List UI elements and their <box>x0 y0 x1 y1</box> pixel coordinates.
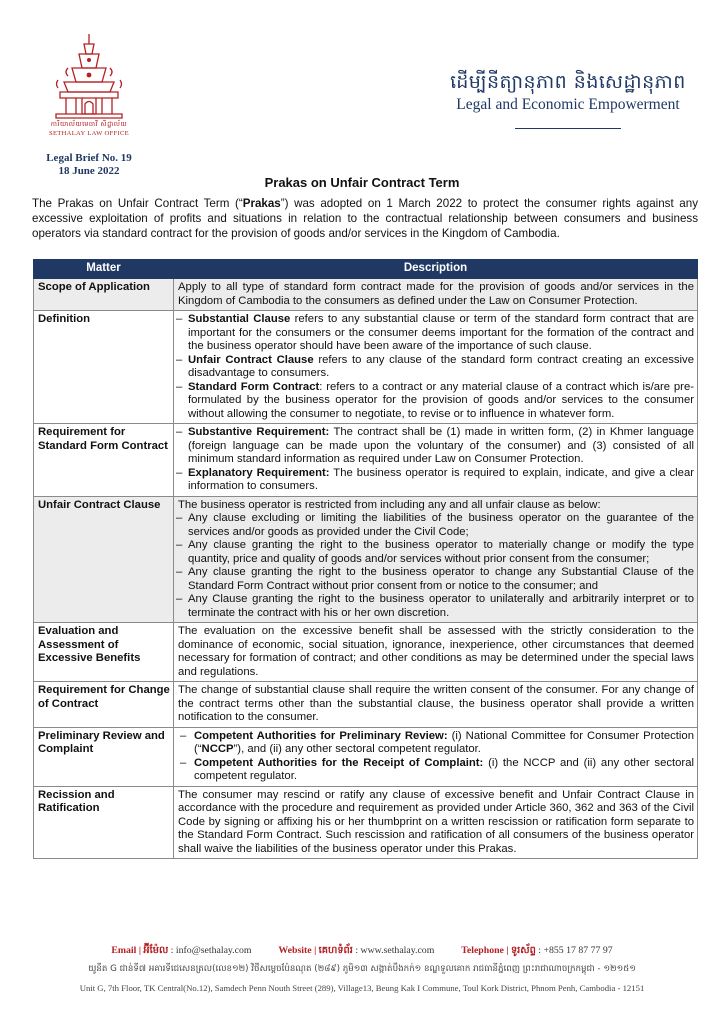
website-value[interactable]: : www.sethalay.com <box>355 945 435 956</box>
description-cell <box>174 623 698 682</box>
description-list-item <box>178 566 694 593</box>
description-lead: The business operator is restricted from including any and all unfair clause as below: <box>178 498 601 511</box>
description-text: The change of substantial clause shall require the written consent of the consumer. For any change of the contract terms other than the substantial clause, the business operator shall provide a written notification to the consumer. <box>178 684 694 723</box>
description-list-item <box>178 426 694 467</box>
header-description: Description <box>174 260 698 279</box>
tagline-english: Legal and Economic Empowerment <box>456 96 680 113</box>
dash-bullet-icon: – <box>176 566 183 578</box>
item-text: Any clause granting the right to the business operator to materially change or modify the type quantity, price and quality of goods and/or services without prior consent from the consumer; <box>188 539 694 565</box>
law-office-logo <box>30 32 148 137</box>
item-term: Competent Authorities for Preliminary Review: <box>194 729 448 742</box>
item-term: Unfair Contract Clause <box>188 353 314 366</box>
dash-bullet-icon: – <box>176 353 183 366</box>
dash-bullet-icon: – <box>176 512 183 524</box>
dash-bullet-icon: – <box>176 380 183 393</box>
description-list-item <box>178 354 694 381</box>
brief-date: 18 June 2022 <box>58 165 120 177</box>
brief-number: Legal Brief No. 19 <box>46 152 132 164</box>
document-title: Prakas on Unfair Contract Term <box>264 175 460 190</box>
brand-tagline <box>448 70 688 129</box>
description-cell <box>174 682 698 728</box>
email-label: Email | អ៊ីម៉ែល <box>111 945 169 956</box>
item-term: Competent Authorities for the Receipt of Complaint: <box>194 756 484 769</box>
item-text-end: ”), and (ii) any other sectoral competent regulator. <box>233 743 481 755</box>
table-row <box>34 311 698 424</box>
table-row <box>34 786 698 859</box>
matter-cell: Evaluation and Assessment of Excessive Benefits <box>34 623 174 682</box>
temple-emblem-icon <box>54 32 124 120</box>
tagline-underline <box>515 128 621 129</box>
description-cell <box>174 424 698 497</box>
website-label: Website | គេហទំព័រ <box>278 945 353 956</box>
phone-value: : +855 17 87 77 97 <box>538 945 613 956</box>
matter-cell: Requirement for Change of Contract <box>34 682 174 728</box>
matter-cell: Requirement for Standard Form Contract <box>34 424 174 497</box>
prakas-summary-table <box>33 259 698 859</box>
contact-line <box>0 943 724 958</box>
intro-paragraph <box>32 196 698 241</box>
matter-cell: Unfair Contract Clause <box>34 496 174 623</box>
intro-text-end: ”) was adopted on 1 March 2022 to protect the consumer rights against any excessive exploitation of profits and situations in relation to the contractual relationship between consumers and business operators via standard contract for the provision of goods and/or services in the Kingdom of Cambodia. <box>32 197 699 240</box>
description-list-item <box>178 730 694 757</box>
dash-bullet-icon: – <box>180 756 187 769</box>
description-list-item <box>178 539 694 566</box>
item-term: Substantial Clause <box>188 313 291 325</box>
item-text: (i) the NCCP and (ii) any other sectoral competent regulator. <box>194 756 694 782</box>
item-text: (i) National Committee for Consumer Protection (“ <box>194 729 694 755</box>
description-cell <box>174 311 698 424</box>
matter-cell: Definition <box>34 311 174 424</box>
intro-defined-term: Prakas <box>242 197 281 210</box>
table-row <box>34 424 698 497</box>
item-text: refers to any substantial clause or term of the standard form contract that are important for the consumers or the consumer deems important for the formation of the contract and the business operator should have been aware of the importance of such clause. <box>188 313 694 352</box>
item-text: : refers to a contract or any material clause of a contract which is/are pre-formulated by the business operator for the provision of goods and/or services to the consumer without allowing the consumer to negotiate, to revise or to influence in whatever form. <box>188 380 694 420</box>
matter-cell: Scope of Application <box>34 279 174 311</box>
item-text: Any Clause granting the right to the business operator to unilaterally and arbitrarily interpret or to terminate the contract with his or her own discretion. <box>188 593 694 619</box>
description-list-item <box>178 512 694 539</box>
description-text: The consumer may rescind or ratify any clause of excessive benefit and Unfair Contract Clause in accordance with the procedure and requirement as provided under Article 360, 362 and 363 of the Civil Code by signing or affixing his or her thumbprint on a written rescission or ratification form separate to the Standard Form Contract. Such rescission and ratification of all consumers of the business operator shall waive the liabilities of the business operator under this Prakas. <box>178 788 694 855</box>
dash-bullet-icon: – <box>180 729 187 742</box>
dash-bullet-icon: – <box>176 426 183 438</box>
dash-bullet-icon: – <box>176 593 183 605</box>
description-cell <box>174 496 698 623</box>
description-text: The evaluation on the excessive benefit shall be assessed with the strictly consideration to the dominance of economic, social situation, ignorance, inexperience, other circumstances that deemed necessary for formation of contract; and other conditions as may be determined under the special laws and regulations. <box>178 625 694 678</box>
matter-cell: Recission and Ratification <box>34 786 174 859</box>
table-row <box>34 623 698 682</box>
description-list-item <box>178 757 694 784</box>
description-text: Apply to all type of standard form contract made for the provision of goods and/or services in the Kingdom of Cambodia to the consumers as defined under the Law on Consumer Protection. <box>178 281 694 307</box>
item-text: Any clause excluding or limiting the liabilities of the business operator on the guarantee of the services and/or goods as provided under the Civil Code; <box>188 512 694 538</box>
description-list-item <box>178 313 694 354</box>
table-header-row <box>34 260 698 279</box>
phone-label: Telephone | ទូរស័ព្ទ <box>461 945 536 956</box>
item-text: refers to any clause of the standard form contract creating an excessive disadvantage to consumers. <box>188 353 694 379</box>
tagline-khmer: ដើម្បីនីត្យានុភាព និងសេដ្ឋានុភាព <box>450 71 686 93</box>
description-cell <box>174 279 698 311</box>
header-matter: Matter <box>34 260 174 279</box>
description-cell <box>174 727 698 786</box>
table-row <box>34 496 698 623</box>
email-value[interactable]: : info@sethalay.com <box>170 945 252 956</box>
table-row <box>34 727 698 786</box>
item-term-abbreviation: NCCP <box>201 743 234 755</box>
item-text: Any clause granting the right to the business operator to change any Substantial Clause of the Standard Form Contract without prior consent from or notice to the consumer; and <box>188 566 694 592</box>
item-term: Standard Form Contract <box>188 380 320 393</box>
item-text: The contract shall be (1) made in written form, (2) in Khmer language (foreign language can be made upon the voluntary of the consumer) and (3) consisted of all minimum standard information as required under Law on Consumer Protection. <box>188 426 694 465</box>
matter-cell: Preliminary Review and Complaint <box>34 727 174 786</box>
description-list-item <box>178 593 694 620</box>
intro-text-start: The Prakas on Unfair Contract Term (“ <box>32 197 243 210</box>
description-cell <box>174 786 698 859</box>
table-row <box>34 682 698 728</box>
dash-bullet-icon: – <box>176 313 183 325</box>
address-khmer: យូនីត G ជាន់ទី៧ អគារទីជេសេនត្រល(លេខ១២) វិថីសម្ដេចប៉ែនណុត (២៨៩) ភូមិ១៣ សង្កាត់បឹងកក់១ ខណ្ឌទួលគោក រាជធានីភ្នំពេញ ព្រះរាជាណាចក្រកម្ពុជា - ១២១៥១ <box>88 964 636 974</box>
address-english: Unit G, 7th Floor, TK Central(No.12), Samdech Penn Nouth Street (289), Village13, Beung Kak I Commune, Toul Kork District, Phnom Penh, Cambodia - 12151 <box>79 983 645 993</box>
logo-english-name: SETHALAY LAW OFFICE <box>48 130 130 137</box>
item-text: The business operator is required to explain, indicate, and give a clear information to consumers. <box>188 466 694 492</box>
dash-bullet-icon: – <box>176 466 183 479</box>
description-list-item <box>178 381 694 422</box>
logo-khmer-name: ការិយាល័យមេធាវី សិដ្ឋាល័យ <box>50 121 128 128</box>
description-list-item <box>178 467 694 494</box>
item-term: Explanatory Requirement: <box>188 466 330 479</box>
dash-bullet-icon: – <box>176 539 183 551</box>
item-term: Substantive Requirement: <box>188 426 330 438</box>
table-row <box>34 279 698 311</box>
